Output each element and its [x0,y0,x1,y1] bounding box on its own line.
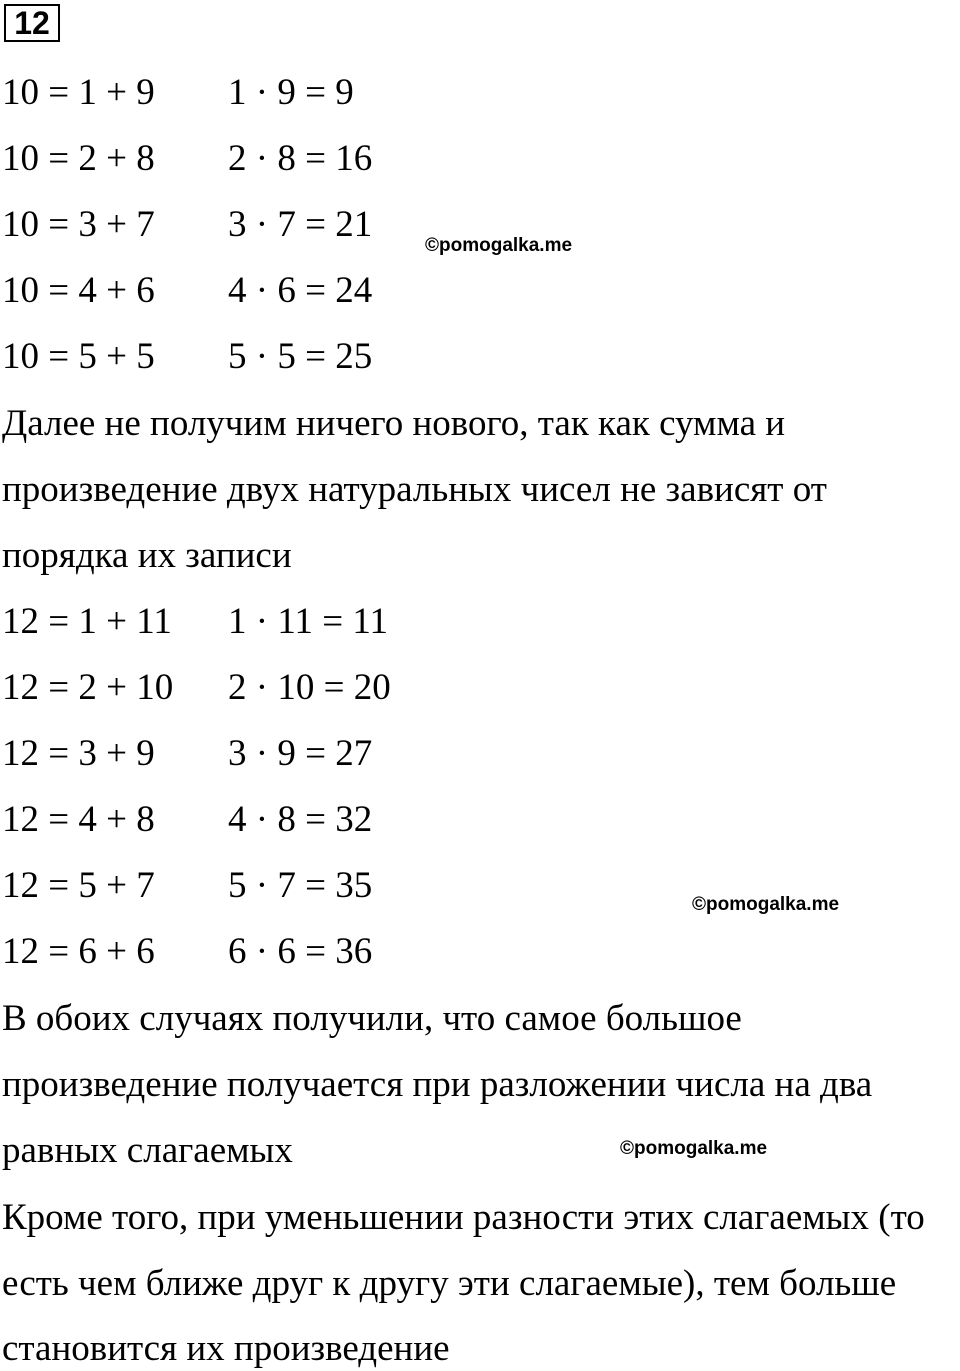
sum-equation: 12 = 4 + 8 [2,799,155,840]
sum-equation: 10 = 4 + 6 [2,270,155,311]
product-equation: 5 · 7 = 35 [228,865,373,906]
watermark: ©pomogalka.me [692,894,840,915]
product-equation: 3 · 7 = 21 [228,204,373,245]
product-equation: 6 · 6 = 36 [228,931,373,972]
paragraph-line: В обоих случаях получили, что самое большое [2,998,742,1039]
paragraph-line: произведение получается при разложении числа на два [2,1064,873,1105]
watermark: ©pomogalka.me [620,1138,768,1159]
sum-equation: 12 = 2 + 10 [2,667,174,708]
product-equation: 1 · 11 = 11 [228,601,388,642]
sum-equation: 10 = 3 + 7 [2,204,155,245]
task-number: 12 [4,4,60,42]
product-equation: 4 · 8 = 32 [228,799,373,840]
sum-equation: 10 = 5 + 5 [2,336,155,377]
paragraph-line: произведение двух натуральных чисел не зависят от [2,469,827,510]
paragraph-line: Далее не получим ничего нового, так как сумма и [2,403,786,444]
sum-equation: 12 = 5 + 7 [2,865,155,906]
watermark: ©pomogalka.me [425,235,573,256]
paragraph-line: становится их произведение [2,1328,450,1369]
sum-equation: 10 = 2 + 8 [2,138,155,179]
product-equation: 2 · 8 = 16 [228,138,373,179]
paragraph-line: есть чем ближе друг к другу эти слагаемые), тем больше [2,1263,897,1304]
product-equation: 2 · 10 = 20 [228,667,391,708]
sum-equation: 12 = 1 + 11 [2,601,172,642]
sum-equation: 12 = 6 + 6 [2,931,155,972]
paragraph-line: равных слагаемых [2,1130,293,1171]
product-equation: 5 · 5 = 25 [228,336,373,377]
product-equation: 1 · 9 = 9 [228,72,354,113]
sum-equation: 12 = 3 + 9 [2,733,155,774]
product-equation: 4 · 6 = 24 [228,270,373,311]
paragraph-line: Кроме того, при уменьшении разности этих слагаемых (то [2,1197,925,1238]
paragraph-line: порядка их записи [2,535,292,576]
product-equation: 3 · 9 = 27 [228,733,373,774]
sum-equation: 10 = 1 + 9 [2,72,155,113]
